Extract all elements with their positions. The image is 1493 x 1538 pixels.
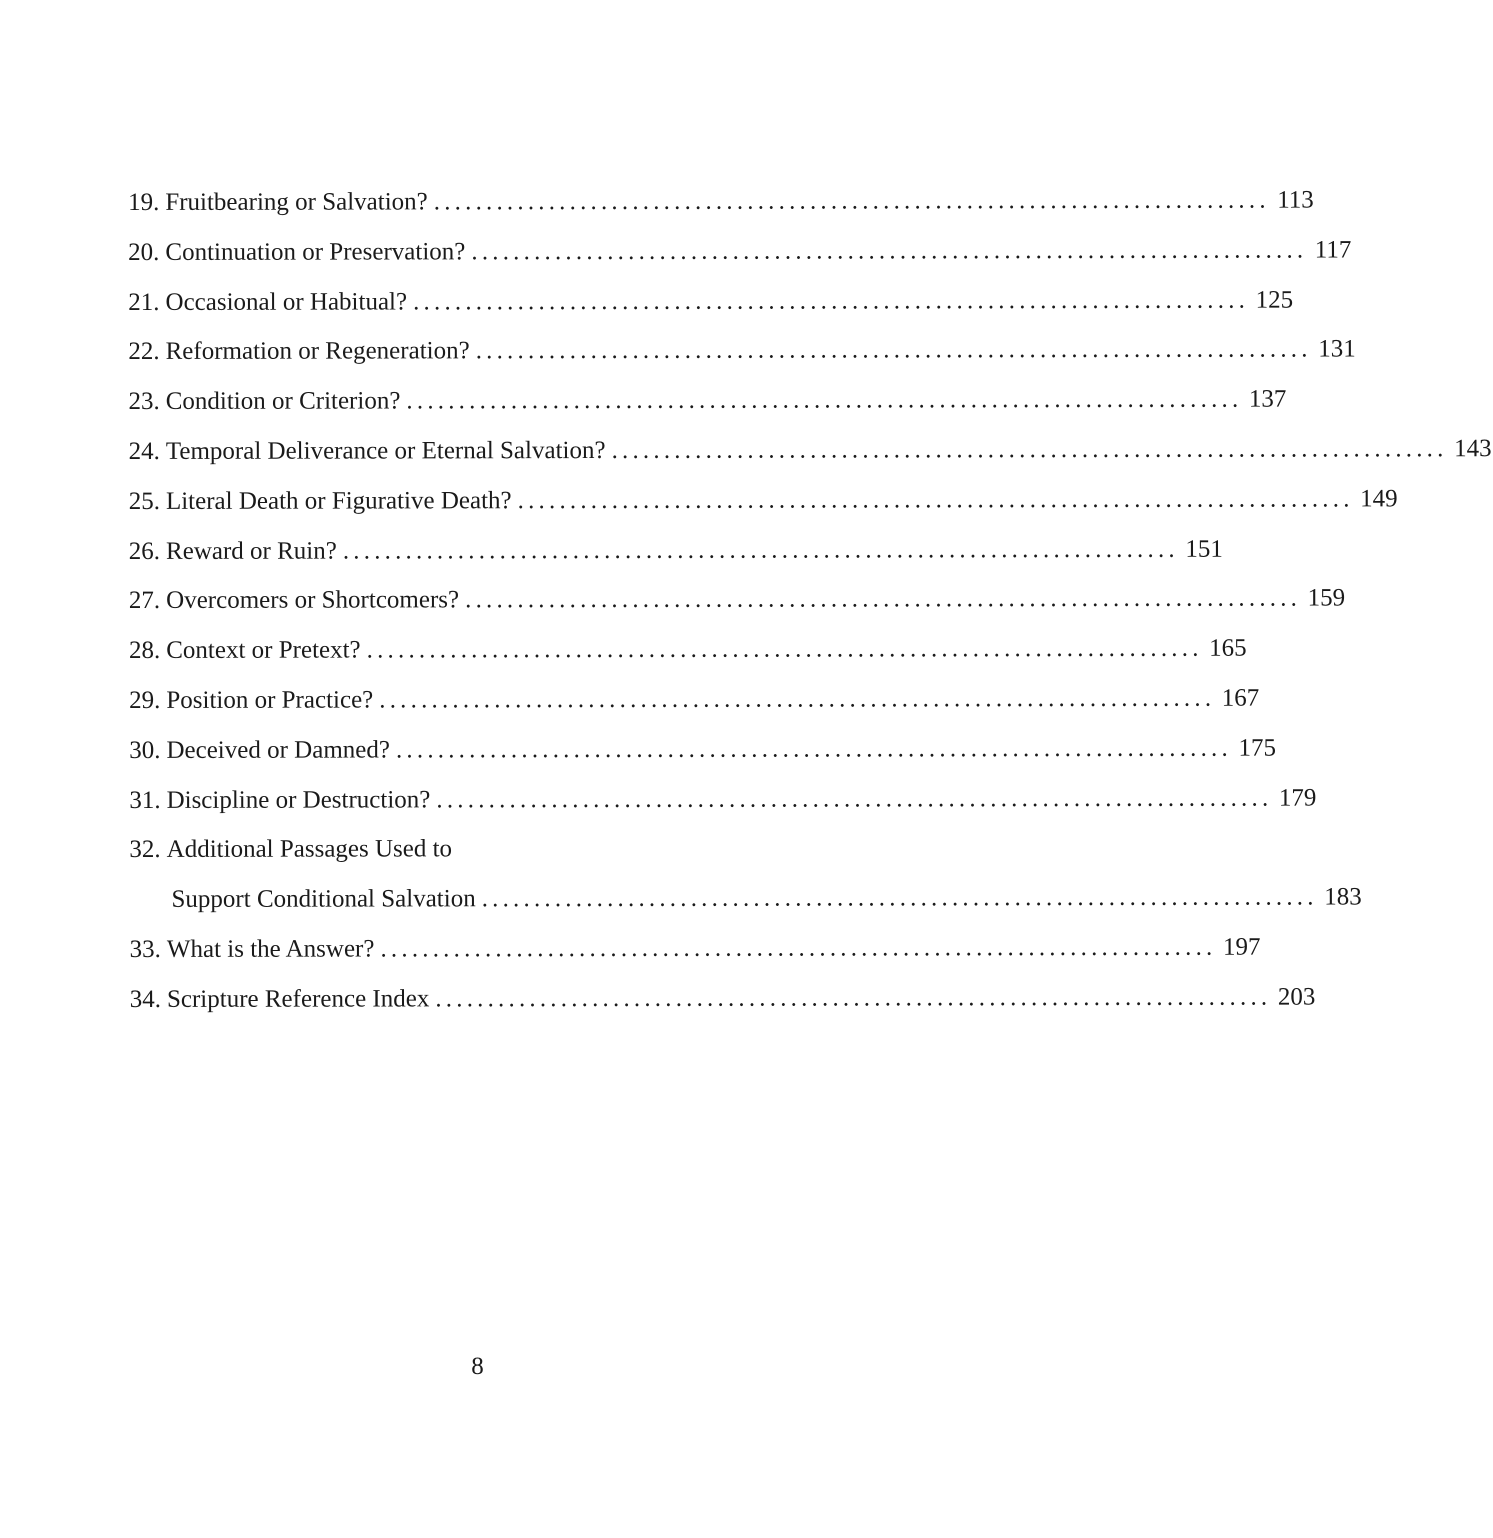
toc-entry-page: 159	[1307, 584, 1346, 612]
toc-entry-title: Deceived or Damned?	[166, 736, 390, 764]
toc-dot-leader: ................................................................................	[465, 584, 1302, 614]
toc-entry-page: 125	[1255, 286, 1294, 314]
toc-entry-title: Overcomers or Shortcomers?	[166, 586, 460, 615]
toc-entry-number: 28.	[128, 637, 161, 665]
toc-entry	[128, 475, 1398, 526]
toc-entry	[129, 774, 1317, 825]
toc-entry-continuation	[129, 874, 1362, 925]
toc-dot-leader: ................................................................................	[481, 883, 1318, 913]
toc-entry-number: 26.	[128, 537, 161, 565]
toc-entry-title: Fruitbearing or Salvation?	[165, 188, 428, 216]
toc-entry	[129, 923, 1261, 974]
toc-entry-title: Additional Passages Used to	[166, 835, 453, 864]
toc-dot-leader: ................................................................................	[475, 335, 1312, 365]
table-of-contents	[128, 176, 1492, 1024]
toc-entry-page: 167	[1221, 684, 1260, 712]
toc-entry-number: 27.	[128, 587, 161, 615]
toc-entry-page: 137	[1248, 385, 1287, 413]
toc-entry-title: Occasional or Habitual?	[165, 288, 408, 316]
toc-entry-title: Reward or Ruin?	[166, 537, 337, 565]
toc-entry-title: Literal Death or Figurative Death?	[165, 486, 512, 515]
toc-dot-leader: ................................................................................	[395, 734, 1232, 764]
toc-entry-number: 31.	[129, 786, 161, 814]
toc-dot-leader: ................................................................................	[517, 485, 1354, 514]
toc-entry-title: Temporal Deliverance or Eternal Salvation?	[165, 436, 606, 465]
toc-entry	[129, 824, 865, 875]
toc-entry-page: 151	[1185, 535, 1223, 563]
toc-entry-page: 143	[1454, 435, 1492, 463]
toc-entry-title: Position or Practice?	[166, 686, 374, 714]
toc-entry	[128, 575, 1346, 626]
toc-dot-leader: ................................................................................	[406, 385, 1243, 415]
toc-dot-leader: ................................................................................	[379, 684, 1216, 714]
toc-entry-number: 25.	[128, 487, 160, 515]
toc-entry	[128, 276, 1294, 327]
toc-entry-number: 19.	[128, 188, 160, 216]
toc-entry	[128, 326, 1356, 377]
toc-entry-number: 20.	[128, 238, 160, 266]
toc-dot-leader: ................................................................................	[471, 236, 1308, 266]
toc-dot-leader: ................................................................................	[433, 186, 1270, 216]
toc-entry	[129, 724, 1276, 775]
toc-entry-number: 34.	[129, 985, 161, 1013]
toc-entry	[128, 525, 1223, 576]
toc-entry-page: 117	[1314, 236, 1352, 264]
toc-entry-number: 24.	[128, 437, 160, 465]
toc-entry	[128, 226, 1352, 277]
toc-entry-number: 32.	[129, 836, 161, 864]
toc-entry-page: 197	[1222, 933, 1261, 961]
toc-entry-title: Scripture Reference Index	[166, 985, 430, 1013]
toc-entry-number: 29.	[129, 686, 161, 714]
toc-entry	[128, 625, 1247, 676]
toc-dot-leader: ................................................................................	[435, 983, 1272, 1013]
toc-dot-leader: ................................................................................	[413, 286, 1250, 315]
toc-entry-number: 30.	[129, 736, 161, 764]
toc-dot-leader: ................................................................................	[380, 933, 1217, 963]
toc-entry	[129, 973, 1316, 1024]
toc-entry-title: Context or Pretext?	[166, 636, 361, 665]
toc-entry-number: 33.	[129, 935, 161, 963]
page-number: 8	[471, 1353, 484, 1380]
toc-entry-page: 179	[1278, 784, 1317, 812]
toc-entry	[128, 376, 1287, 427]
toc-entry-page: 113	[1277, 186, 1314, 214]
toc-entry-title-continued: Support Conditional Salvation	[171, 885, 476, 914]
toc-dot-leader: ................................................................................	[436, 784, 1273, 813]
toc-entry-title: Continuation or Preservation?	[165, 238, 466, 266]
toc-entry-page: 165	[1209, 634, 1247, 662]
toc-entry	[128, 425, 1492, 476]
toc-entry-number: 21.	[128, 288, 160, 316]
toc-entry-page: 183	[1324, 883, 1362, 911]
toc-entry-title: Discipline or Destruction?	[166, 785, 431, 814]
toc-dot-leader: ................................................................................	[611, 435, 1448, 464]
toc-entry-title: What is the Answer?	[166, 935, 375, 963]
toc-entry-page: 175	[1238, 734, 1276, 762]
toc-entry-page: 149	[1360, 485, 1398, 513]
toc-entry-number: 22.	[128, 338, 160, 366]
toc-dot-leader: ................................................................................	[342, 535, 1179, 565]
toc-entry-title: Reformation or Regeneration?	[165, 337, 470, 366]
toc-entry-number: 23.	[128, 388, 160, 416]
toc-entry	[129, 674, 1260, 725]
toc-dot-leader: ................................................................................	[366, 634, 1203, 664]
toc-entry-page: 131	[1318, 335, 1356, 363]
toc-entry-title: Condition or Criterion?	[165, 387, 401, 416]
toc-entry	[128, 176, 1314, 227]
toc-entry-page: 203	[1277, 983, 1316, 1011]
